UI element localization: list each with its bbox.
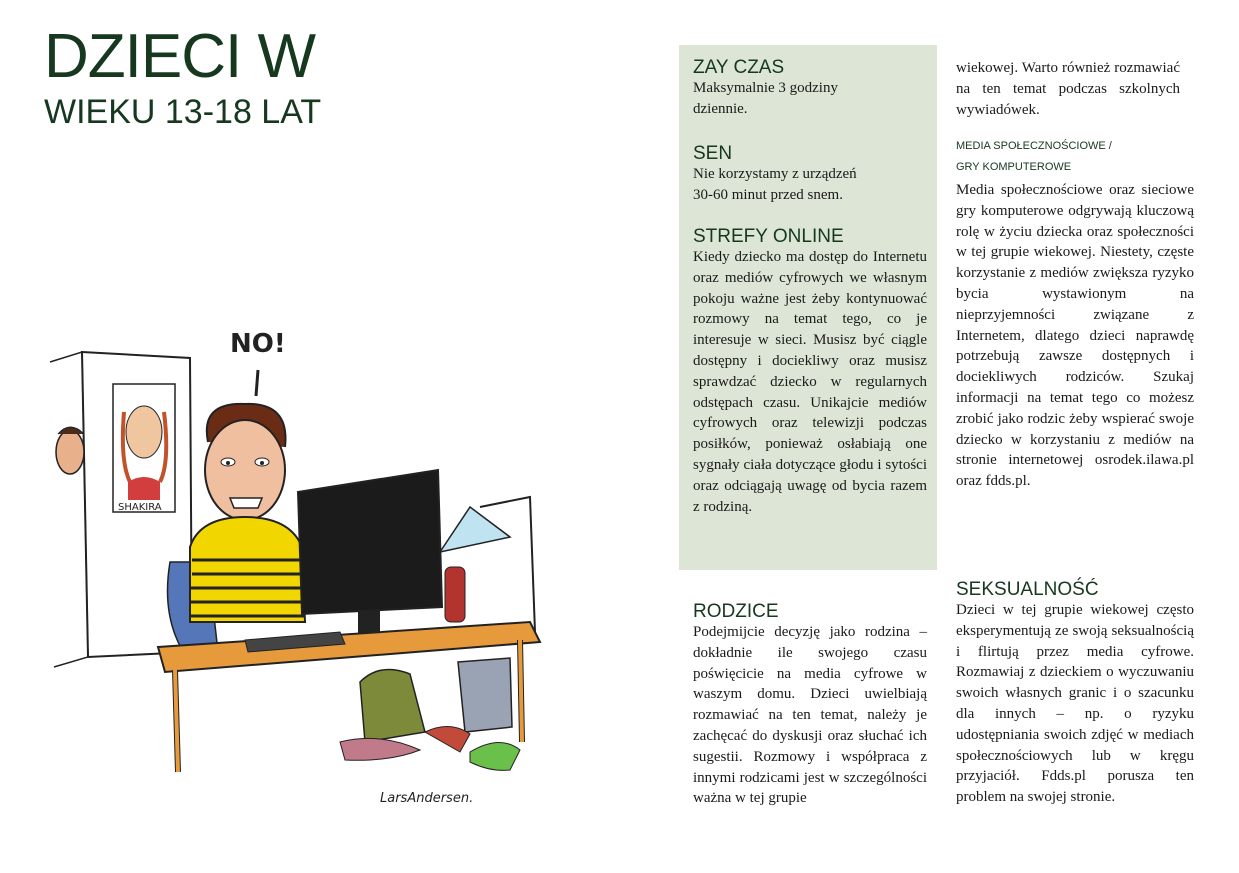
speech-text: NO! — [230, 329, 286, 359]
section-heading: ZAY CZAS — [693, 57, 785, 78]
section-text: Maksymalnie 3 godziny dziennie. — [693, 80, 838, 117]
section-heading: STREFY ONLINE — [693, 226, 844, 247]
section-heading: RODZICE — [693, 601, 779, 622]
poster-caption: SHAKIRA — [118, 502, 162, 513]
section-text: wiekowej. Warto również rozmawiać na ten temat podczas szkolnych wywiadówek. — [956, 60, 1180, 118]
section-screen-time — [693, 58, 927, 120]
section-heading-line2: GRY KOMPUTEROWE — [956, 161, 1072, 173]
section-text: Nie korzystamy z urządzeń 30-60 minut przed snem. — [693, 166, 857, 203]
page-title: DZIECI W — [44, 22, 315, 91]
section-sleep — [693, 144, 927, 206]
page-subtitle: WIEKU 13-18 LAT — [44, 93, 322, 131]
section-text: Kiedy dziecko ma dostęp do Internetu oraz mediów cyfrowych we własnym pokoju ważne jest żeby kontynuować rozmowy na temat tego, co je interesuje w sieci. Musisz być ciągle dostępny i dociekliwy oraz musisz sprawdzać dziecko w regularnych odstępach czasu. Unikajcie mediów cyfrowych oraz telewizji podczas posiłków, ponieważ osłabiają one sygnały ciała dotyczące głodu i sytości oraz odciągają uwagę od bycia razem z rodziną. — [693, 249, 927, 515]
section-continuation — [956, 58, 1194, 120]
section-heading: SEN — [693, 143, 733, 164]
backpack — [360, 670, 425, 743]
section-heading: MEDIA SPOŁECZNOŚCIOWE / — [956, 140, 1112, 152]
section-sexuality — [956, 580, 1194, 808]
section-heading: SEKSUALNOŚĆ — [956, 579, 1099, 600]
artist-signature: LarsAndersen. — [380, 791, 474, 806]
trash-bin — [458, 658, 512, 732]
cartoon-illustration — [40, 322, 560, 822]
boy-shirt — [190, 517, 305, 622]
section-text: Podejmijcie decyzję jako rodzina – dokładnie ile swojego czasu poświęcicie na media cyfrowe w waszym domu. Dzieci uwielbiają rozmawiać na ten temat, należy je zachęcać do dyskusji oraz słuchać ich sugestii. Rozmowy i współpraca z innymi rodzicami jest w szczególności ważna w tej grupie — [693, 624, 927, 807]
section-online-zones — [693, 227, 927, 517]
section-social-media — [956, 136, 1194, 492]
section-text: Dzieci w tej grupie wiekowej często eksperymentują ze swoją seksualnością i flirtują przez media cyfrowe. Rozmawiaj z dzieckiem o wyczuwaniu swoich własnych granic i o szacunku dla innych – np. o ryzyku udostępniania swoich zdjęć w mediach społecznościowych lub w kręgu przyjaciół. Fdds.pl porusza ten problem na swojej stronie. — [956, 602, 1194, 806]
section-parents — [693, 602, 927, 809]
section-text: Media społecznościowe oraz sieciowe gry komputerowe odgrywają kluczową rolę w życiu dziecka oraz społeczności w tej grupie wiekowej. Niestety, częste korzystanie z mediów zwiększa ryzyko bycia wystawionym na nieprzyjemności związane z Internetem, dlatego dzieci naprawdę potrzebują zawsze dostępnych i dociekliwych rodziców. Szukaj informacji na temat tego co możesz zrobić jako rodzic żeby wspierać swoje dziecko w korzystaniu z mediów na stronie internetowej osrodek.ilawa.pl oraz fdds.pl. — [956, 182, 1194, 490]
monitor — [298, 470, 442, 614]
